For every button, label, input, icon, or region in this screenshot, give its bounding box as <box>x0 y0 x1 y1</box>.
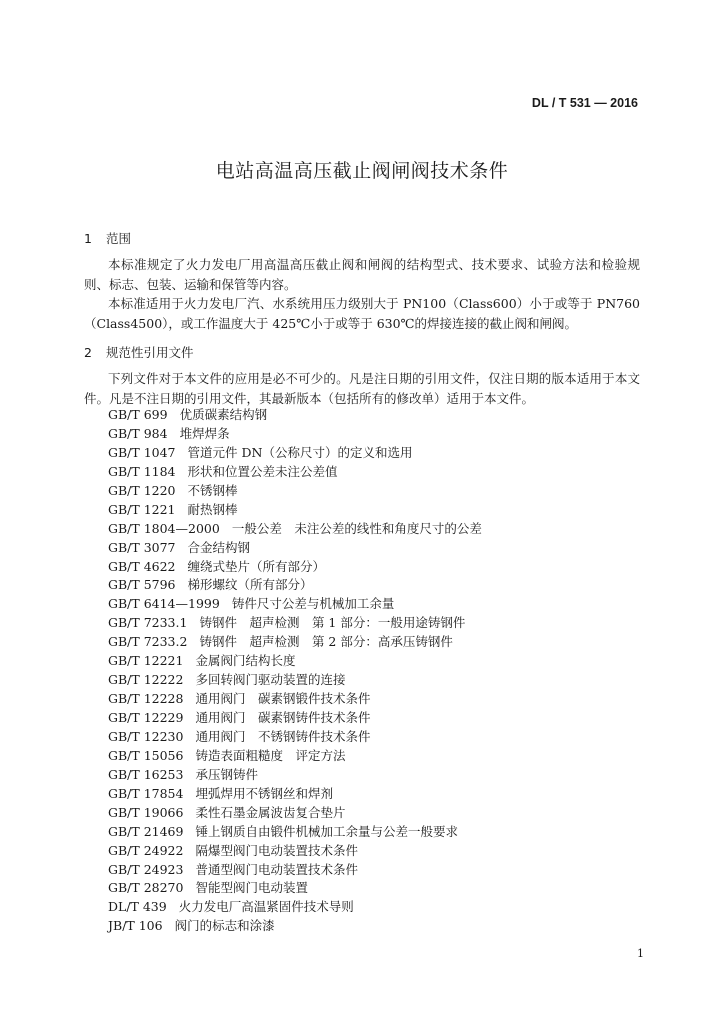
reference-title: 梯形螺纹（所有部分） <box>187 577 313 593</box>
reference-code: DL/T 439 <box>108 899 167 915</box>
reference-code: JB/T 106 <box>108 918 163 934</box>
reference-item <box>108 595 482 614</box>
reference-item <box>108 444 482 463</box>
reference-title: 通用阀门 碳素钢锻件技术条件 <box>195 691 371 707</box>
reference-title: 隔爆型阀门电动装置技术条件 <box>195 842 358 858</box>
reference-item <box>108 501 482 520</box>
reference-title: 金属阀门结构长度 <box>195 653 296 669</box>
reference-title: 阀门的标志和涂漆 <box>174 918 275 934</box>
reference-code: GB/T 12222 <box>108 672 184 688</box>
reference-title: 多回转阀门驱动装置的连接 <box>195 672 346 688</box>
reference-item <box>108 842 482 861</box>
reference-item <box>108 520 482 539</box>
reference-item <box>108 425 482 444</box>
reference-code: GB/T 21469 <box>108 823 184 839</box>
reference-code: GB/T 12230 <box>108 728 184 744</box>
reference-code: GB/T 19066 <box>108 804 184 820</box>
reference-item <box>108 576 482 595</box>
reference-item <box>108 898 482 917</box>
reference-code: GB/T 12228 <box>108 691 184 707</box>
reference-item <box>108 917 482 936</box>
reference-item <box>108 709 482 728</box>
reference-code: GB/T 6414—1999 <box>108 596 220 612</box>
reference-code: GB/T 3077 <box>108 539 176 555</box>
reference-code: GB/T 16253 <box>108 766 184 782</box>
reference-code: GB/T 17854 <box>108 785 184 801</box>
reference-title: 智能型阀门电动装置 <box>195 880 308 896</box>
reference-code: GB/T 4622 <box>108 558 176 574</box>
reference-item <box>108 482 482 501</box>
reference-item <box>108 671 482 690</box>
reference-item <box>108 539 482 558</box>
standard-code: DL / T 531 — 2016 <box>531 96 638 110</box>
reference-title: 耐热钢棒 <box>187 501 238 517</box>
reference-item <box>108 558 482 577</box>
page-number: 1 <box>637 947 644 960</box>
reference-code: GB/T 12229 <box>108 710 184 725</box>
reference-title: 火力发电厂高温紧固件技术导则 <box>178 899 354 915</box>
reference-item <box>108 728 482 747</box>
reference-item <box>108 879 482 898</box>
reference-code: GB/T 1047 <box>108 444 176 460</box>
reference-title: 铸件尺寸公差与机械加工余量 <box>231 596 395 612</box>
section-1-paragraph: 本标准规定了火力发电厂用高温高压截止阀和闸阀的结构型式、技术要求、试验方法和检验规则、标志、包装、运输和保管等内容。 <box>84 257 640 292</box>
reference-code: GB/T 12221 <box>108 653 184 669</box>
section-1-paragraph: 本标准适用于火力发电厂汽、水系统用压力级别大于 PN100（Class600）小于或等于 PN760（Class4500），或工作温度大于 425℃小于或等于 630℃的焊接连接的截止阀和闸阀。 <box>84 296 640 331</box>
reference-item <box>108 785 482 804</box>
reference-code: GB/T 1221 <box>108 501 176 517</box>
section-1-heading <box>84 229 131 247</box>
section-2-title: 规范性引用文件 <box>106 345 194 360</box>
reference-item <box>108 406 482 425</box>
reference-code: GB/T 24923 <box>108 861 184 877</box>
reference-list <box>108 406 482 936</box>
reference-item <box>108 652 482 671</box>
reference-title: 锤上钢质自由锻件机械加工余量与公差一般要求 <box>195 823 458 839</box>
section-2-intro: 下列文件对于本文件的应用是必不可少的。凡是注日期的引用文件，仅注日期的版本适用于本文件。凡是不注日期的引用文件，其最新版本（包括所有的修改单）适用于本文件。 <box>84 371 640 406</box>
section-2-heading <box>84 343 194 361</box>
reference-code: GB/T 28270 <box>108 880 184 896</box>
reference-title: 铸钢件 超声检测 第 2 部分：高承压铸钢件 <box>199 634 453 650</box>
reference-item <box>108 463 482 482</box>
reference-title: 合金结构钢 <box>187 539 251 555</box>
section-2-number: 2 <box>84 345 92 360</box>
reference-code: GB/T 1220 <box>108 482 176 498</box>
reference-item <box>108 804 482 823</box>
reference-code: GB/T 7233.2 <box>108 634 188 650</box>
reference-title: 普通型阀门电动装置技术条件 <box>195 861 358 877</box>
reference-item <box>108 633 482 652</box>
reference-title: 通用阀门 不锈钢铸件技术条件 <box>195 728 371 744</box>
reference-code: GB/T 7233.1 <box>108 615 188 631</box>
reference-title: 形状和位置公差未注公差值 <box>187 463 338 479</box>
reference-code: GB/T 15056 <box>108 747 184 763</box>
reference-title: 铸造表面粗糙度 评定方法 <box>195 747 346 763</box>
reference-item <box>108 614 482 633</box>
reference-code: GB/T 1804—2000 <box>108 520 220 536</box>
reference-item <box>108 766 482 785</box>
reference-title: 堆焊焊条 <box>179 425 230 441</box>
reference-code: GB/T 699 <box>108 407 168 422</box>
reference-code: GB/T 984 <box>108 425 168 441</box>
section-1-title: 范围 <box>106 231 132 246</box>
document-title: 电站高温高压截止阀闸阀技术条件 <box>215 160 509 182</box>
reference-code: GB/T 5796 <box>108 577 176 593</box>
reference-title: 管道元件 DN（公称尺寸）的定义和选用 <box>187 444 413 460</box>
reference-code: GB/T 1184 <box>108 463 176 479</box>
reference-code: GB/T 24922 <box>108 842 184 858</box>
reference-title: 柔性石墨金属波齿复合垫片 <box>195 804 346 820</box>
reference-title: 承压钢铸件 <box>195 766 258 782</box>
reference-title: 通用阀门 碳素钢铸件技术条件 <box>195 710 371 725</box>
reference-title: 缠绕式垫片（所有部分） <box>187 558 326 574</box>
reference-title: 铸钢件 超声检测 第 1 部分：一般用途铸钢件 <box>199 615 466 631</box>
reference-item <box>108 823 482 842</box>
reference-item <box>108 747 482 766</box>
reference-title: 优质碳素结构钢 <box>179 407 268 422</box>
section-1-number: 1 <box>84 231 92 246</box>
reference-item <box>108 861 482 880</box>
reference-title: 一般公差 未注公差的线性和角度尺寸的公差 <box>231 520 482 536</box>
reference-title: 不锈钢棒 <box>187 482 238 498</box>
reference-title: 埋弧焊用不锈钢丝和焊剂 <box>195 785 333 801</box>
reference-item <box>108 690 482 709</box>
